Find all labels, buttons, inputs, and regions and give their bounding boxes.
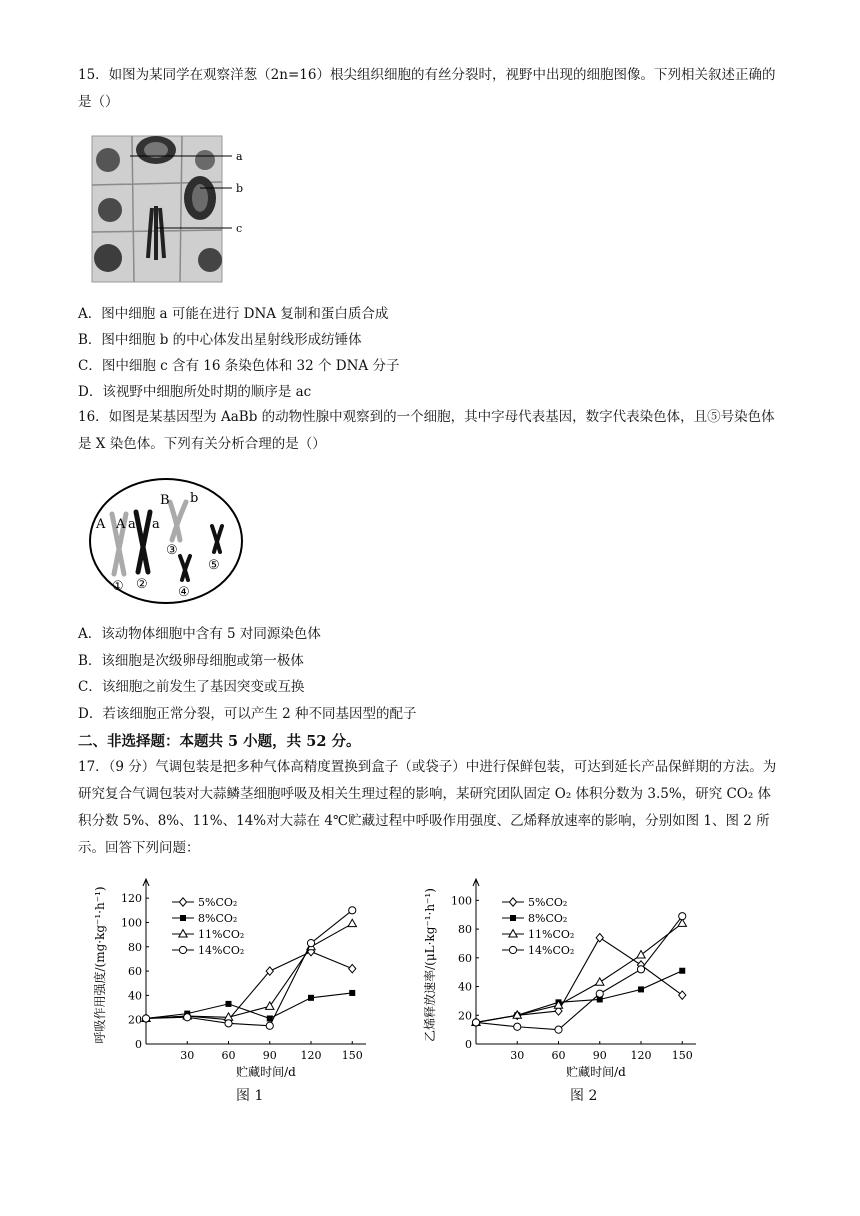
series-11co2-point xyxy=(637,951,645,958)
legend-series-11co2-point xyxy=(179,930,187,937)
series-14co2-point xyxy=(514,1023,521,1030)
series-5co2-point xyxy=(596,934,603,942)
legend-series-8co2-point xyxy=(510,915,516,921)
q16-cell-diagram xyxy=(86,474,246,609)
chart-1-caption: 图 1 xyxy=(236,1088,264,1104)
x-tick-label: 150 xyxy=(671,1049,693,1062)
q15-stem: 15．如图为某同学在观察洋葱（2n=16）根尖组织细胞的有丝分裂时，视野中出现的细胞图像。下列相关叙述正确的是（） xyxy=(78,67,776,110)
x-tick-label: 150 xyxy=(341,1049,363,1062)
chrom-1-label: ① xyxy=(112,579,124,594)
y-axis-label: 乙烯释放速率/(μL·kg⁻¹·h⁻¹) xyxy=(423,888,437,1042)
gene-A-2: A xyxy=(116,517,126,532)
q16-option-c: C．该细胞之前发生了基因突变或互换 xyxy=(78,679,305,695)
legend-series-14co2-point xyxy=(509,946,516,953)
series-11co2-point xyxy=(348,919,356,926)
series-8co2-point xyxy=(226,1001,232,1007)
y-tick-label: 20 xyxy=(458,1009,472,1023)
label-b: b xyxy=(236,182,244,195)
chart-1 xyxy=(88,874,388,1079)
y-tick-label: 20 xyxy=(128,1013,142,1027)
series-14co2-point xyxy=(184,1014,191,1021)
legend-label: 14%CO₂ xyxy=(198,944,245,957)
x-axis-label: 贮藏时间/d xyxy=(236,1065,296,1079)
gene-b: b xyxy=(190,491,199,506)
x-tick-label: 120 xyxy=(630,1049,652,1062)
series-8co2-point xyxy=(349,990,355,996)
y-axis-label: 呼吸作用强度/(mg·kg⁻¹·h⁻¹) xyxy=(93,886,107,1044)
x-tick-label: 90 xyxy=(592,1049,607,1062)
legend-label: 11%CO₂ xyxy=(528,928,575,941)
x-tick-label: 30 xyxy=(510,1049,525,1062)
series-14co2-point xyxy=(555,1026,562,1033)
series-14co2-point xyxy=(307,940,314,947)
y-tick-label: 60 xyxy=(128,965,142,979)
label-a: a xyxy=(236,150,243,163)
q17-stem: 17．（9 分）气调包装是把多种气体高精度置换到盒子（或袋子）中进行保鲜包装，可达到延长产品保鲜期的方法。为研究复合气调包装对大蒜鳞茎细胞呼吸及相关生理过程的影响，某研究团队固定 O₂ 体积分数为 3.5%，研究 CO₂ 体积分数 5%、8%、11%、14%对大蒜在 4℃贮藏过程中呼吸作用强度、乙烯释放速率的影响，分别如图 1、图 2 所示。回答下列问题： xyxy=(78,759,777,856)
legend-label: 11%CO₂ xyxy=(198,928,245,941)
series-14co2-point xyxy=(225,1020,232,1027)
gene-a-2: a xyxy=(152,517,160,532)
x-axis-label: 贮藏时间/d xyxy=(566,1065,626,1079)
legend-series-5co2-point xyxy=(179,898,186,906)
series-8co2-point xyxy=(308,995,314,1001)
q15-micrograph xyxy=(90,130,270,285)
legend-label: 5%CO₂ xyxy=(528,896,568,909)
legend-label: 8%CO₂ xyxy=(528,912,568,925)
gene-B: B xyxy=(160,493,170,508)
series-5co2-point xyxy=(349,964,356,972)
section-heading: 二、非选择题：本题共 5 小题，共 52 分。 xyxy=(78,733,361,750)
y-tick-label: 0 xyxy=(465,1038,472,1051)
q16-option-d: D．若该细胞正常分裂，可以产生 2 种不同基因型的配子 xyxy=(78,706,417,722)
q15-option-d: D．该视野中细胞所处时期的顺序是 ac xyxy=(78,384,312,400)
legend-series-5co2-point xyxy=(509,898,516,906)
y-tick-label: 100 xyxy=(121,916,142,930)
label-c: c xyxy=(236,222,243,235)
series-14co2-point xyxy=(596,990,603,997)
q15-option-a: A．图中细胞 a 可能在进行 DNA 复制和蛋白质合成 xyxy=(78,306,389,322)
series-14co2-line xyxy=(146,910,352,1025)
legend-series-14co2-point xyxy=(179,946,186,953)
series-8co2-point xyxy=(679,968,685,974)
chart-2 xyxy=(418,874,718,1079)
legend-series-8co2-point xyxy=(180,915,186,921)
y-tick-label: 0 xyxy=(135,1038,142,1051)
gene-A-1: A xyxy=(96,517,106,532)
x-tick-label: 60 xyxy=(551,1049,566,1062)
legend-series-11co2-point xyxy=(509,930,517,937)
gene-a-1: a xyxy=(128,517,136,532)
series-11co2-line xyxy=(146,924,352,1019)
legend-label: 8%CO₂ xyxy=(198,912,238,925)
series-14co2-point xyxy=(637,966,644,973)
q15-option-c: C．图中细胞 c 含有 16 条染色体和 32 个 DNA 分子 xyxy=(78,358,400,374)
q16-stem: 16．如图是某基因型为 AaBb 的动物性腺中观察到的一个细胞，其中字母代表基因，数字代表染色体，且⑤号染色体是 X 染色体。下列有关分析合理的是（） xyxy=(78,409,775,452)
series-5co2-point xyxy=(679,991,686,999)
y-tick-label: 80 xyxy=(458,923,472,937)
series-8co2-line xyxy=(146,993,352,1019)
series-8co2-line xyxy=(476,971,682,1023)
y-tick-label: 40 xyxy=(128,989,142,1003)
series-14co2-point xyxy=(472,1019,479,1026)
q15-option-b: B．图中细胞 b 的中心体发出星射线形成纺锤体 xyxy=(78,332,362,348)
series-14co2-point xyxy=(142,1015,149,1022)
y-tick-label: 100 xyxy=(451,894,472,908)
series-14co2-point xyxy=(266,1022,273,1029)
chrom-3-label: ③ xyxy=(166,543,178,558)
y-tick-label: 120 xyxy=(121,892,142,906)
chrom-4-label: ④ xyxy=(178,585,190,600)
x-tick-label: 60 xyxy=(221,1049,236,1062)
q16-option-a: A．该动物体细胞中含有 5 对同源染色体 xyxy=(78,626,321,642)
series-11co2-point xyxy=(596,978,604,985)
y-tick-label: 80 xyxy=(128,940,142,954)
series-5co2-line xyxy=(146,952,352,1020)
legend-label: 5%CO₂ xyxy=(198,896,238,909)
y-tick-label: 40 xyxy=(458,980,472,994)
series-14co2-point xyxy=(679,913,686,920)
chrom-2-label: ② xyxy=(136,577,148,592)
series-8co2-point xyxy=(638,986,644,992)
x-tick-label: 90 xyxy=(262,1049,277,1062)
y-tick-label: 60 xyxy=(458,951,472,965)
x-tick-label: 120 xyxy=(300,1049,322,1062)
chrom-5-label: ⑤ xyxy=(208,558,220,573)
series-14co2-point xyxy=(349,907,356,914)
q16-option-b: B．该细胞是次级卵母细胞或第一极体 xyxy=(78,653,304,669)
x-tick-label: 30 xyxy=(180,1049,195,1062)
chart-2-caption: 图 2 xyxy=(570,1088,598,1104)
legend-label: 14%CO₂ xyxy=(528,944,575,957)
